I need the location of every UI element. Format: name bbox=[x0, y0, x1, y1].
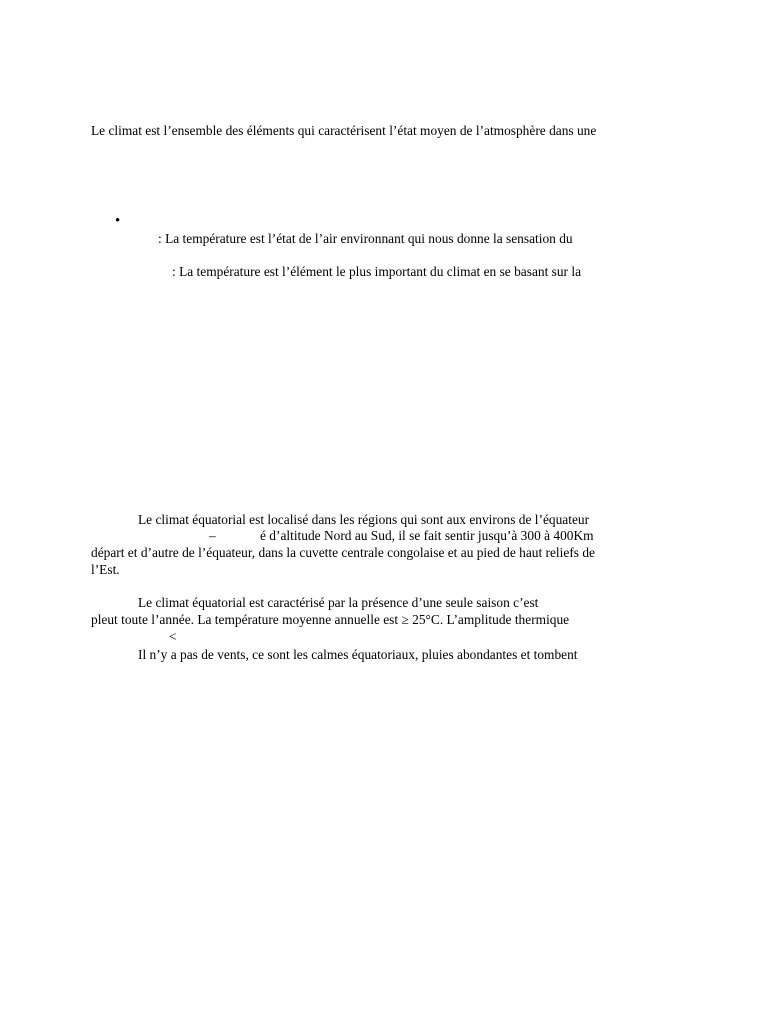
east-line: l’Est. bbox=[91, 562, 120, 577]
list-bullet: • bbox=[115, 213, 121, 229]
altitude-line: é d’altitude Nord au Sud, il se fait sentir jusqu’à 300 à 400Km bbox=[260, 528, 594, 543]
dash-fragment: – bbox=[209, 528, 216, 543]
less-than-fragment: < bbox=[169, 629, 177, 644]
single-season-line: Le climat équatorial est caractérisé par la présence d’une seule saison c’est bbox=[138, 595, 539, 610]
cuvette-line: départ et d’autre de l’équateur, dans la cuvette centrale congolaise et au pied de haut reliefs de bbox=[91, 545, 595, 560]
equatorial-location-line: Le climat équatorial est localisé dans les régions qui sont aux environs de l’équateur bbox=[138, 512, 590, 527]
temperature-definition-line: : La température est l’état de l’air environnant qui nous donne la sensation du bbox=[158, 231, 573, 246]
calm-winds-line: Il n’y a pas de vents, ce sont les calmes équatoriaux, pluies abondantes et tombent bbox=[138, 647, 578, 662]
rain-temperature-line: pleut toute l’année. La température moyenne annuelle est ≥ 25°C. L’amplitude thermique bbox=[91, 612, 570, 627]
temperature-importance-line: : La température est l’élément le plus important du climat en se basant sur la bbox=[172, 264, 582, 279]
climate-definition-line: Le climat est l’ensemble des éléments qui caractérisent l’état moyen de l’atmosphère dans une bbox=[91, 123, 597, 138]
